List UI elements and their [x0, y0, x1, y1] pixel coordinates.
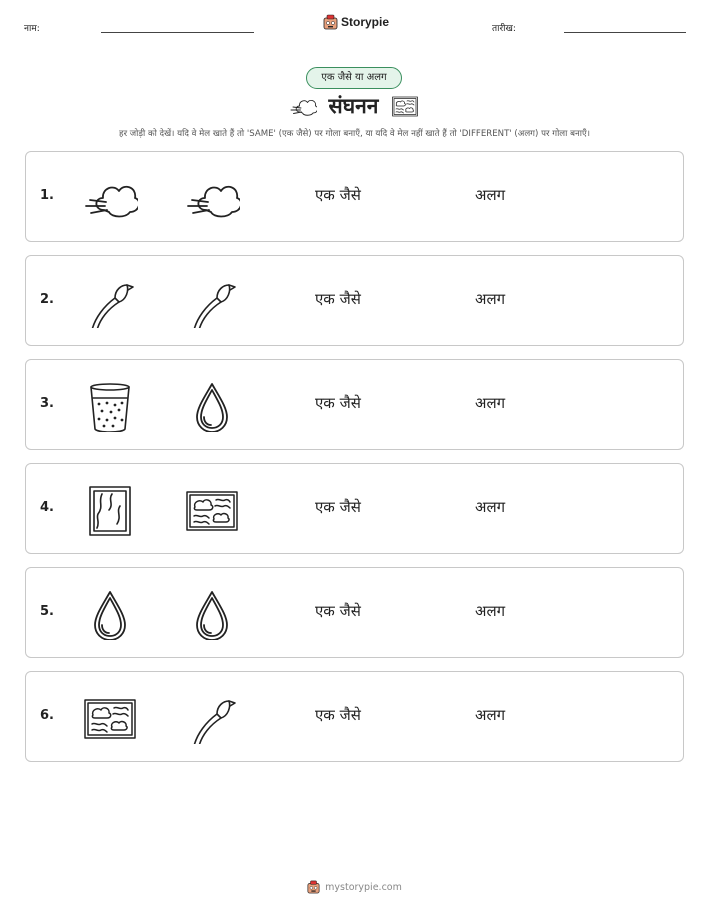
question-number: 3. [40, 396, 54, 411]
question-row [25, 359, 684, 450]
same-option[interactable]: एक जैसे [315, 394, 361, 412]
steam-cloud-icon [184, 172, 240, 224]
footer [0, 880, 709, 894]
same-option[interactable]: एक जैसे [315, 290, 361, 308]
question-number: 6. [40, 708, 54, 723]
weather-map-icon [184, 484, 240, 536]
weather-map-icon [82, 692, 138, 744]
footer-url[interactable]: mystorypie.com [325, 881, 402, 893]
same-option[interactable]: एक जैसे [315, 706, 361, 724]
name-field[interactable] [101, 32, 254, 33]
foggy-window-icon [82, 484, 138, 536]
different-option[interactable]: अलग [475, 706, 506, 724]
question-row [25, 567, 684, 658]
name-label: नाम: [24, 24, 40, 34]
instructions: हर जोड़ी को देखें। यदि वे मेल खाते हैं तो 'SAME' (एक जैसे) पर गोला बनाएँ, या यदि वे मेल नहीं खाते हैं तो 'DIFFERENT' (अलग) पर गोला बनाएँ। [119, 129, 590, 139]
brand-logo [323, 14, 389, 30]
page-title: संघनन [328, 94, 379, 118]
question-row [25, 671, 684, 762]
date-field[interactable] [564, 32, 686, 33]
water-drop-icon [82, 588, 138, 640]
different-option[interactable]: अलग [475, 602, 506, 620]
storypie-logo-icon [323, 14, 338, 30]
different-option[interactable]: अलग [475, 394, 506, 412]
weather-map-icon [390, 93, 420, 119]
water-drop-icon [184, 588, 240, 640]
steam-cloud-icon [289, 93, 317, 119]
different-option[interactable]: अलग [475, 290, 506, 308]
dropper-icon [82, 276, 138, 328]
question-row [25, 255, 684, 346]
steam-cloud-icon [82, 172, 138, 224]
different-option[interactable]: अलग [475, 186, 506, 204]
question-number: 5. [40, 604, 54, 619]
title-row [0, 92, 709, 120]
question-number: 4. [40, 500, 54, 515]
question-row [25, 151, 684, 242]
brand-name: Storypie [341, 15, 390, 29]
water-drop-icon [184, 380, 240, 432]
activity-tag: एक जैसे या अलग [306, 67, 402, 89]
question-number: 1. [40, 188, 54, 203]
storypie-logo-icon [307, 880, 320, 894]
question-row [25, 463, 684, 554]
worksheet-header [0, 0, 709, 50]
dropper-icon [184, 276, 240, 328]
same-option[interactable]: एक जैसे [315, 602, 361, 620]
same-option[interactable]: एक जैसे [315, 186, 361, 204]
same-option[interactable]: एक जैसे [315, 498, 361, 516]
dropper-icon [184, 692, 240, 744]
question-number: 2. [40, 292, 54, 307]
different-option[interactable]: अलग [475, 498, 506, 516]
glass-with-droplets-icon [82, 380, 138, 432]
date-label: तारीख: [492, 24, 516, 34]
